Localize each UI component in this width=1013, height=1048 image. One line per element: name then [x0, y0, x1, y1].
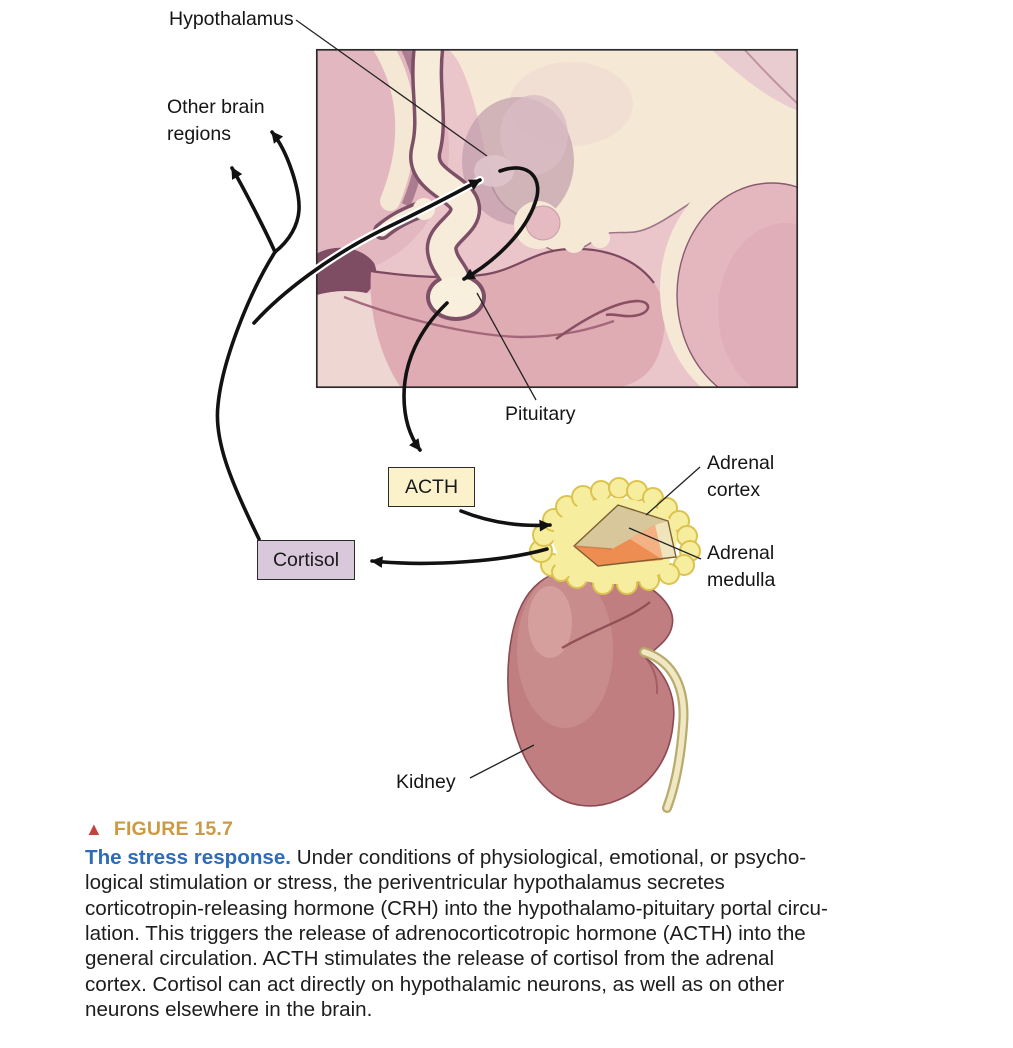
feedback-arrow-other-regions-1 — [232, 168, 275, 252]
kidney-illustration — [508, 566, 684, 808]
hypothalamus-label: Hypothalamus — [169, 8, 294, 30]
caption-line-2: logical stimulation or stress, the periventricular hypothalamus secretes — [85, 871, 725, 895]
figure-marker-triangle: ▲ — [85, 819, 103, 839]
acth-box-label: ACTH — [404, 475, 459, 498]
kidney-pointer-line — [470, 745, 534, 778]
adrenal-cortex-label: Adrenal cortex — [707, 452, 775, 501]
pituitary-label: Pituitary — [505, 403, 576, 425]
caption-line-5: general circulation. ACTH stimulates the release of cortisol from the adrenal — [85, 947, 775, 971]
caption-title: The stress response. — [85, 846, 292, 869]
caption-line-6: cortex. Cortisol can act directly on hypothalamic neurons, as well as on other — [85, 972, 785, 996]
caption-line-4: lation. This triggers the release of adrenocorticotropic hormone (ACTH) into the — [85, 922, 806, 946]
acth-box — [388, 467, 475, 507]
adrenal-medulla-label: Adrenal medulla — [707, 542, 776, 591]
figure-label — [85, 818, 233, 841]
cortisol-release-arrow — [372, 549, 547, 563]
caption-line-1: Under conditions of physiological, emotional, or psycho- — [291, 846, 807, 869]
other-brain-regions-label: Other brain regions — [167, 96, 265, 145]
caption-line-3: corticotropin-releasing hormone (CRH) into the hypothalamo-pituitary portal circu- — [85, 896, 828, 920]
figure-caption — [85, 845, 970, 1022]
caption-line-7: neurons elsewhere in the brain. — [85, 998, 373, 1022]
feedback-arrow-other-regions-2 — [272, 132, 299, 252]
figure-number: FIGURE 15.7 — [113, 818, 234, 840]
cortisol-feedback-trunk — [217, 252, 275, 539]
kidney-label: Kidney — [396, 771, 456, 793]
acth-to-adrenal-arrow — [461, 511, 550, 525]
cortisol-box-label: Cortisol — [272, 548, 340, 571]
cortisol-box — [257, 540, 355, 580]
